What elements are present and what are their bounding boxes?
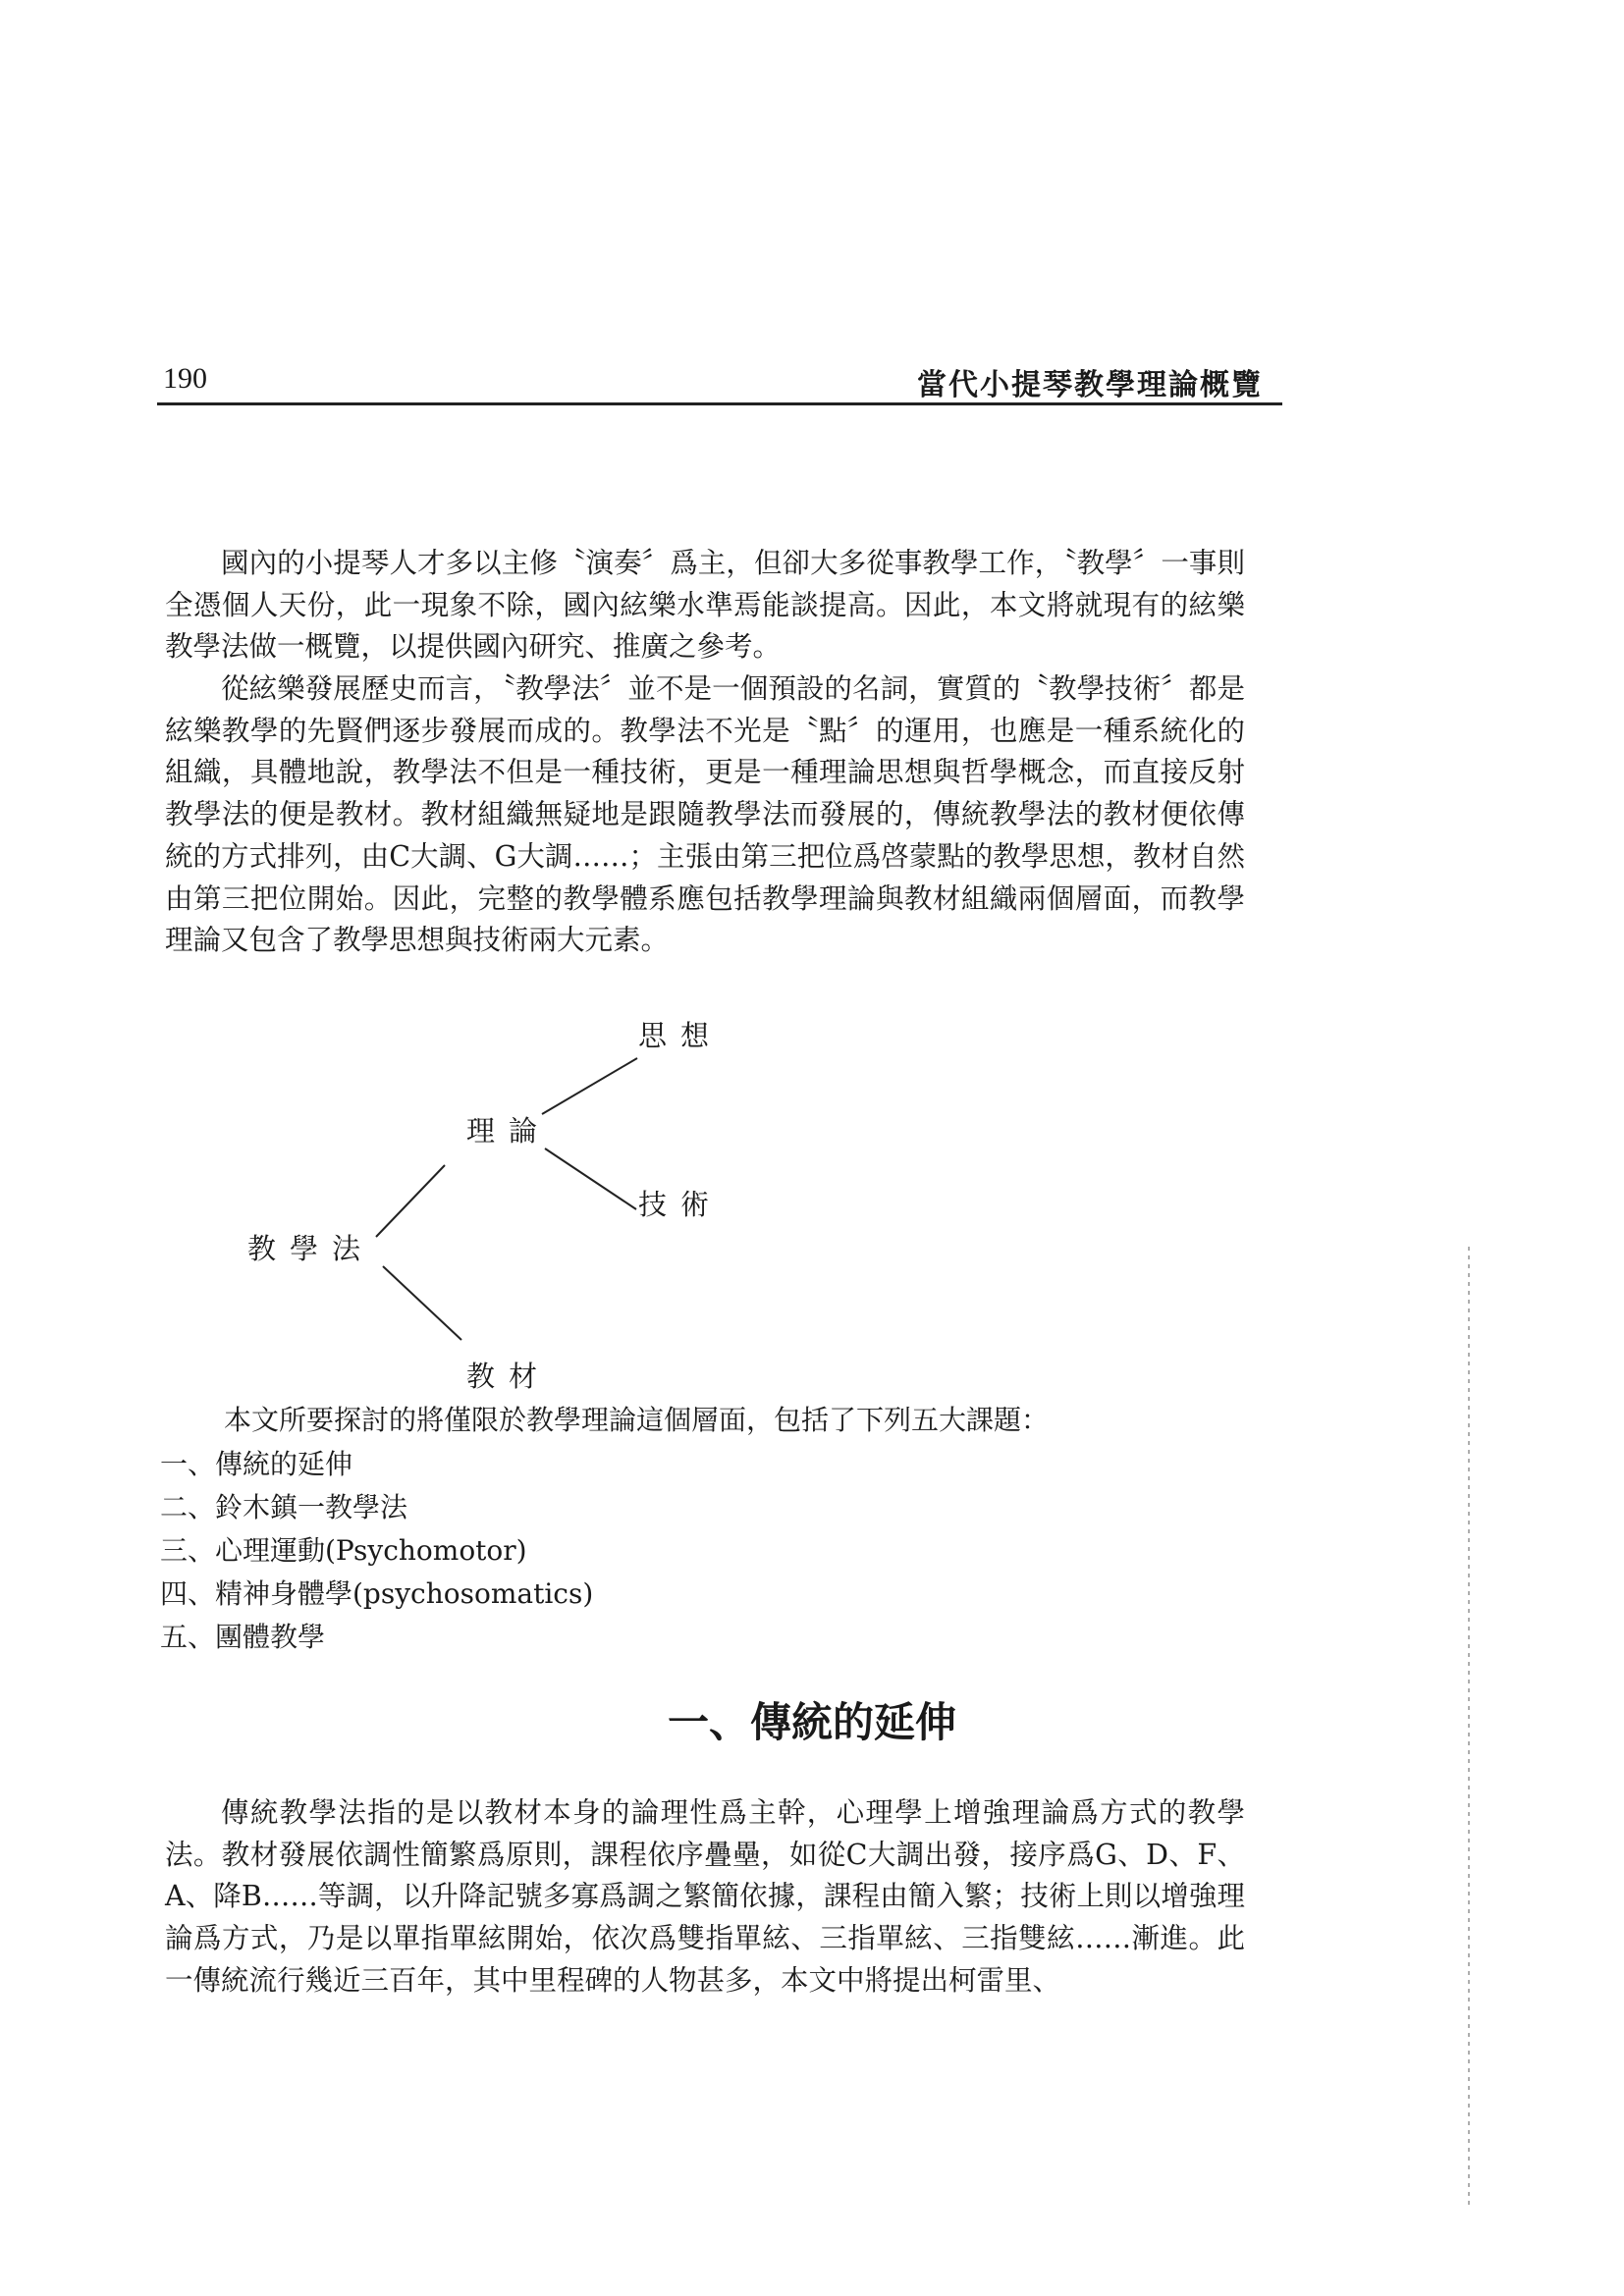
node-technique: 技術 bbox=[638, 1188, 724, 1221]
connector-root-materials bbox=[383, 1266, 461, 1340]
node-theory: 理論 bbox=[466, 1114, 552, 1148]
node-thought: 思想 bbox=[638, 1019, 724, 1052]
page-number: 190 bbox=[163, 362, 207, 395]
header-rule bbox=[157, 402, 1282, 405]
paragraph-text: 國內的小提琴人才多以主修〝演奏〞爲主，但卻大多從事教學工作，〝教學〞一事則全憑個人天份，此一現象不除，國內絃樂水準焉能談提高。因此，本文將就現有的絃樂教學法做一概覽，以提供國內研究、推廣之參考。 bbox=[165, 547, 1245, 664]
node-materials: 教材 bbox=[466, 1360, 552, 1393]
topic-list bbox=[160, 1443, 593, 1659]
scan-margin-mark bbox=[1468, 1247, 1470, 2209]
connector-root-theory bbox=[376, 1165, 445, 1237]
paragraph-text: 傳統教學法指的是以教材本身的論理性爲主幹，心理學上增強理論爲方式的教學法。教材發展依調性簡繁爲原則，課程依序疊壘，如從C大調出發，接序爲G、D、F、A、降B……等調，以升降記號多寡爲調之繁簡依據，課程由簡入繁；技術上則以增強理論爲方式，乃是以單指單絃開始，依次爲雙指單絃、三指單絃、三指雙絃……漸進。此一傳統流行幾近三百年，其中里程碑的人物甚多，本文中將提出柯雷里、 bbox=[165, 1796, 1245, 1997]
section-heading: 一、傳統的延伸 bbox=[667, 1698, 956, 1746]
paragraph-text: 從絃樂發展歷史而言，〝教學法〞並不是一個預設的名詞，實質的〝教學技術〞都是絃樂教學的先賢們逐步發展而成的。教學法不光是〝點〞的運用，也應是一種系統化的組織，具體地說，教學法不但是一種技術，更是一種理論思想與哲學概念，而直接反射教學法的便是教材。教材組織無疑地是跟隨教學法而發展的，傳統教學法的教材便依傳統的方式排列，由C大調、G大調……；主張由第三把位爲啓蒙點的教學思想，教材自然由第三把位開始。因此，完整的教學體系應包括教學理論與教材組織兩個層面，而教學理論又包含了教學思想與技術兩大元素。 bbox=[165, 672, 1245, 957]
node-teaching-method: 教學法 bbox=[247, 1232, 375, 1265]
running-title: 當代小提琴教學理論概覽 bbox=[917, 368, 1263, 402]
body-paragraph-1 bbox=[165, 543, 1245, 668]
topic-item: 二、鈴木鎮一教學法 bbox=[160, 1491, 408, 1523]
body-paragraph-2 bbox=[165, 668, 1245, 962]
topic-item: 四、精神身體學(psychosomatics) bbox=[160, 1577, 594, 1610]
connector-theory-thought bbox=[542, 1058, 637, 1114]
running-header bbox=[163, 358, 1282, 405]
topics-intro: 本文所要探討的將僅限於教學理論這個層面，包括了下列五大課題： bbox=[224, 1404, 1050, 1436]
section-paragraph bbox=[165, 1792, 1245, 2002]
teaching-method-diagram bbox=[226, 1006, 776, 1399]
topic-item: 三、心理運動(Psychomotor) bbox=[160, 1534, 527, 1567]
connector-theory-technique bbox=[545, 1148, 636, 1209]
topic-item: 一、傳統的延伸 bbox=[160, 1448, 353, 1480]
topic-item: 五、團體教學 bbox=[160, 1621, 326, 1653]
